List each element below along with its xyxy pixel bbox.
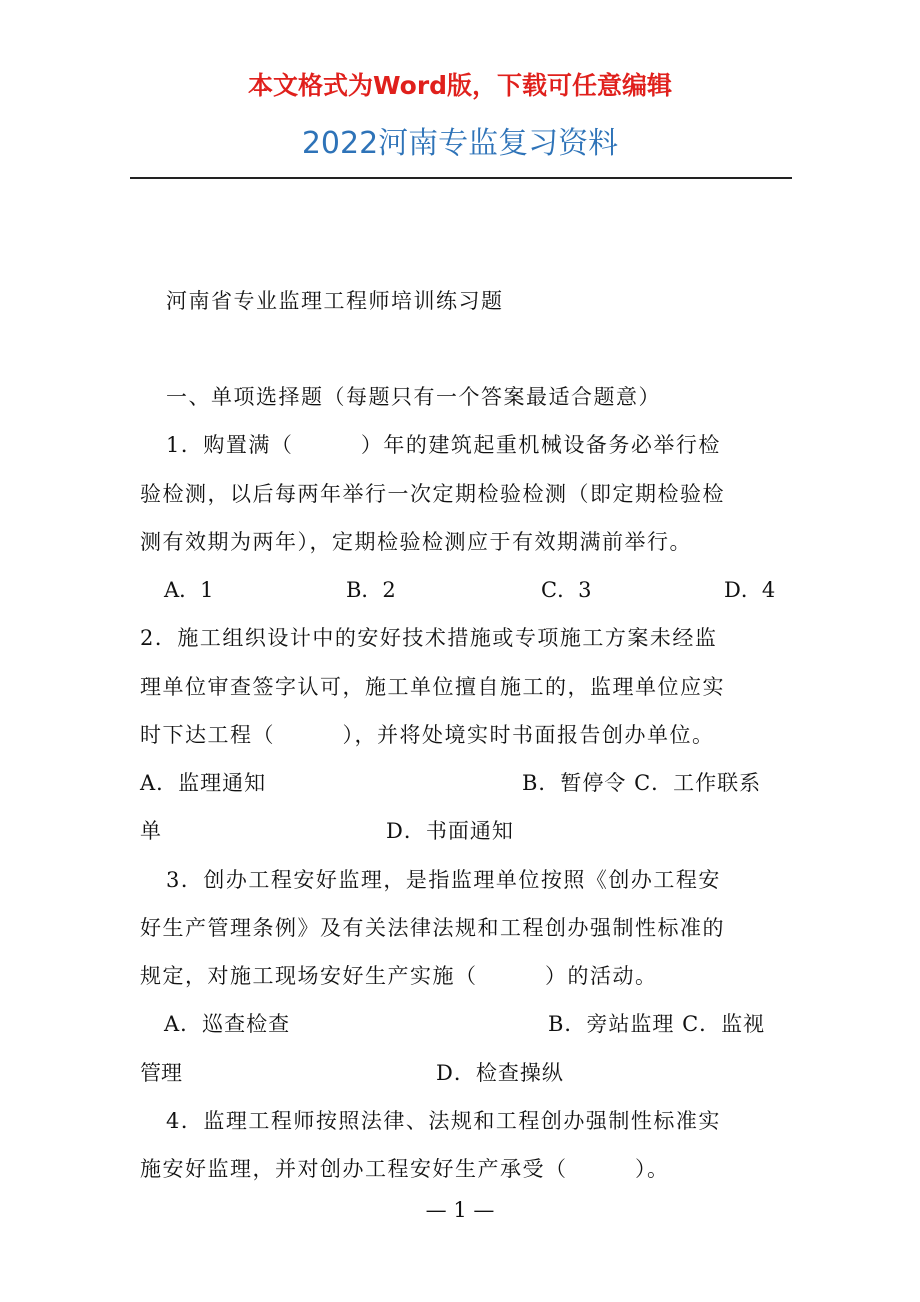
q1-option-c: C．3 [541,578,592,602]
q3-option-c-continued: 管理 [140,1061,182,1085]
document-title: 2022河南专监复习资料 [301,126,619,161]
q2-line-2: 理单位审查签字认可，施工单位擅自施工的，监理单位应实 [140,675,725,699]
q3-line-3: 规定，对施工现场安好生产实施（ ）的活动。 [140,964,658,988]
header-divider [130,177,792,179]
format-banner: 本文格式为Word版，下载可任意编辑 [247,71,673,100]
page-number: — 1 — [425,1198,495,1222]
q2-option-b-c: B．暂停令 C．工作联系 [522,771,762,795]
q1-line-1: 1．购置满（ ）年的建筑起重机械设备务必举行检 [166,433,721,457]
q2-option-c-continued: 单 [140,819,161,843]
q4-line-2: 施安好监理，并对创办工程安好生产承受（ ）。 [140,1157,670,1181]
subtitle: 河南省专业监理工程师培训练习题 [166,289,504,313]
q3-option-d: D．检查操纵 [436,1061,564,1085]
q2-option-d: D．书面通知 [386,819,514,843]
q3-line-2: 好生产管理条例》及有关法律法规和工程创办强制性标准的 [140,916,725,940]
q3-line-1: 3．创办工程安好监理，是指监理单位按照《创办工程安 [166,868,721,892]
q1-option-b: B．2 [346,578,396,602]
q4-line-1: 4．监理工程师按照法律、法规和工程创办强制性标准实 [166,1109,721,1133]
q3-option-a: A．巡查检查 [164,1012,291,1036]
q2-line-3: 时下达工程（ ），并将处境实时书面报告创办单位。 [140,723,715,747]
q1-line-3: 测有效期为两年），定期检验检测应于有效期满前举行。 [140,530,692,554]
q2-option-a: A．监理通知 [140,771,267,795]
q1-option-d: D．4 [724,578,776,602]
q2-line-1: 2．施工组织设计中的安好技术措施或专项施工方案未经监 [140,626,718,650]
section-heading: 一、单项选择题（每题只有一个答案最适合题意） [166,385,661,409]
q1-option-a: A．1 [164,578,214,602]
q1-line-2: 验检测，以后每两年举行一次定期检验检测（即定期检验检 [140,482,725,506]
q3-option-b-c: B．旁站监理 C．监视 [548,1012,766,1036]
